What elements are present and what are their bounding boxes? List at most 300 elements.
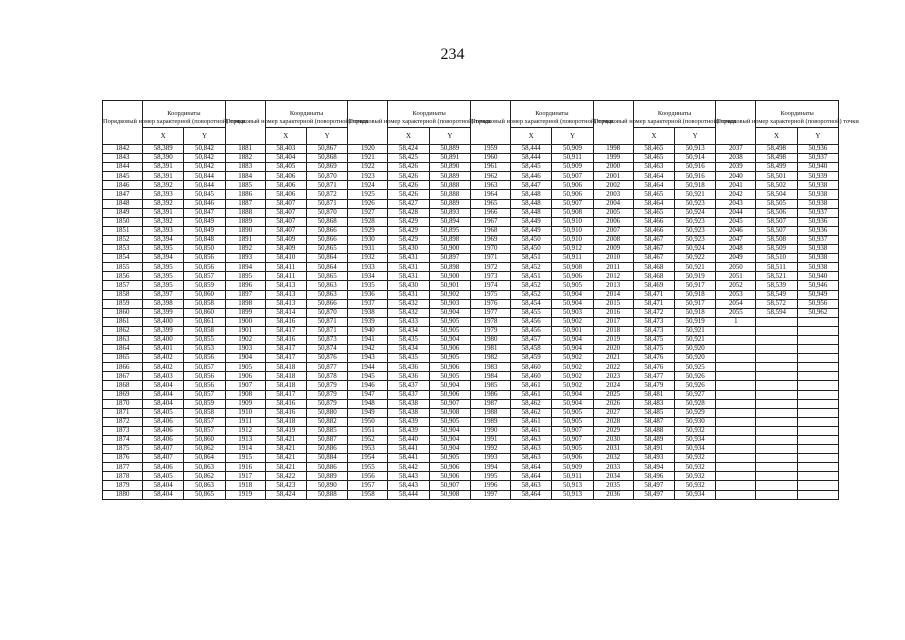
- x-coordinate-cell: 58,394: [143, 235, 184, 244]
- x-coordinate-cell: 58,463: [633, 163, 674, 172]
- x-coordinate-cell: 58,427: [388, 199, 429, 208]
- point-number-cell: 1924: [348, 181, 388, 190]
- x-coordinate-cell: 58,432: [388, 308, 429, 317]
- x-coordinate-cell: 58,431: [388, 272, 429, 281]
- point-number-cell: 1870: [103, 399, 143, 408]
- y-coordinate-cell: 50,871: [307, 199, 348, 208]
- x-coordinate-cell: 58,454: [511, 299, 552, 308]
- y-coordinate-cell: 50,877: [307, 363, 348, 372]
- x-coordinate-cell: [756, 354, 797, 363]
- x-coordinate-cell: 58,395: [143, 281, 184, 290]
- y-coordinate-cell: 50,913: [552, 481, 593, 490]
- y-coordinate-cell: 50,882: [307, 417, 348, 426]
- point-number-cell: 1943: [348, 354, 388, 363]
- y-coordinate-cell: 50,857: [184, 426, 225, 435]
- y-coordinate-cell: 50,856: [184, 381, 225, 390]
- point-number-cell: 1897: [225, 290, 265, 299]
- point-number-cell: 2008: [593, 235, 633, 244]
- x-coordinate-cell: 58,539: [756, 281, 797, 290]
- x-coordinate-cell: 58,511: [756, 263, 797, 272]
- y-coordinate-cell: 50,956: [797, 299, 838, 308]
- y-coordinate-cell: 50,863: [307, 281, 348, 290]
- y-coordinate-cell: 50,904: [552, 390, 593, 399]
- point-number-cell: [716, 463, 756, 472]
- x-coordinate-cell: 58,397: [143, 290, 184, 299]
- x-coordinate-cell: 58,444: [511, 154, 552, 163]
- y-coordinate-cell: 50,857: [184, 390, 225, 399]
- table-row: [103, 354, 839, 363]
- x-coordinate-cell: 58,465: [633, 190, 674, 199]
- y-coordinate-cell: 50,923: [675, 226, 716, 235]
- point-number-cell: [716, 436, 756, 445]
- x-coordinate-cell: 58,455: [511, 308, 552, 317]
- table-row: [103, 254, 839, 263]
- x-coordinate-cell: 58,391: [143, 208, 184, 217]
- y-coordinate-cell: 50,921: [675, 263, 716, 272]
- y-header: Y: [429, 128, 470, 145]
- point-number-cell: 2024: [593, 381, 633, 390]
- point-number-cell: 2036: [593, 490, 633, 499]
- x-coordinate-cell: 58,457: [511, 335, 552, 344]
- x-coordinate-cell: 58,572: [756, 299, 797, 308]
- point-number-cell: 2047: [716, 235, 756, 244]
- point-number-cell: 2011: [593, 263, 633, 272]
- x-coordinate-cell: 58,508: [756, 235, 797, 244]
- x-coordinate-cell: 58,461: [511, 426, 552, 435]
- y-coordinate-cell: 50,876: [307, 354, 348, 363]
- x-coordinate-cell: 58,425: [388, 154, 429, 163]
- y-coordinate-cell: 50,860: [184, 290, 225, 299]
- y-coordinate-cell: 50,934: [675, 490, 716, 499]
- x-coordinate-cell: 58,458: [511, 345, 552, 354]
- x-coordinate-cell: 58,471: [633, 290, 674, 299]
- y-coordinate-cell: 50,927: [675, 390, 716, 399]
- point-number-cell: 1880: [103, 490, 143, 499]
- point-number-cell: 1954: [348, 454, 388, 463]
- x-coordinate-cell: 58,491: [633, 445, 674, 454]
- y-coordinate-cell: 50,856: [184, 263, 225, 272]
- point-number-cell: 2015: [593, 299, 633, 308]
- y-coordinate-cell: 50,904: [429, 335, 470, 344]
- x-coordinate-cell: 58,444: [511, 145, 552, 154]
- table-row: [103, 272, 839, 281]
- point-number-header: Порядковый номер характерной (поворотной) точки: [348, 101, 388, 145]
- y-coordinate-cell: 50,913: [552, 490, 593, 499]
- y-coordinate-cell: 50,904: [429, 308, 470, 317]
- x-coordinate-cell: 58,438: [388, 399, 429, 408]
- y-coordinate-cell: [797, 408, 838, 417]
- point-number-cell: 2033: [593, 463, 633, 472]
- y-coordinate-cell: [797, 481, 838, 490]
- y-coordinate-cell: 50,916: [675, 163, 716, 172]
- y-coordinate-cell: 50,859: [184, 399, 225, 408]
- point-number-cell: 1864: [103, 345, 143, 354]
- point-number-cell: 1937: [348, 299, 388, 308]
- x-coordinate-cell: 58,468: [633, 263, 674, 272]
- x-coordinate-cell: 58,411: [265, 272, 306, 281]
- x-coordinate-cell: 58,463: [511, 481, 552, 490]
- y-coordinate-cell: 50,907: [552, 436, 593, 445]
- y-coordinate-cell: 50,886: [307, 463, 348, 472]
- table-row: [103, 399, 839, 408]
- x-coordinate-cell: 58,510: [756, 254, 797, 263]
- x-coordinate-cell: 58,475: [633, 345, 674, 354]
- y-coordinate-cell: 50,907: [552, 172, 593, 181]
- y-header: Y: [797, 128, 838, 145]
- x-coordinate-cell: [756, 417, 797, 426]
- table-row: [103, 172, 839, 181]
- x-coordinate-cell: 58,441: [388, 445, 429, 454]
- y-coordinate-cell: 50,906: [552, 454, 593, 463]
- point-number-cell: 1903: [225, 345, 265, 354]
- x-coordinate-cell: [756, 381, 797, 390]
- x-coordinate-cell: 58,424: [265, 490, 306, 499]
- y-coordinate-cell: 50,863: [307, 290, 348, 299]
- x-coordinate-cell: 58,473: [633, 317, 674, 326]
- point-number-header: Порядковый номер характерной (поворотной) точки: [471, 101, 511, 145]
- x-coordinate-cell: 58,409: [265, 235, 306, 244]
- y-coordinate-cell: 50,914: [675, 154, 716, 163]
- y-coordinate-cell: 50,904: [552, 290, 593, 299]
- point-number-cell: 1900: [225, 317, 265, 326]
- x-coordinate-cell: 58,407: [265, 208, 306, 217]
- point-number-cell: 1940: [348, 326, 388, 335]
- point-number-cell: 1935: [348, 281, 388, 290]
- point-number-cell: 1902: [225, 335, 265, 344]
- point-number-cell: 2001: [593, 172, 633, 181]
- y-coordinate-cell: 50,879: [307, 399, 348, 408]
- y-coordinate-cell: 50,871: [307, 317, 348, 326]
- x-coordinate-cell: 58,389: [143, 145, 184, 154]
- x-coordinate-cell: 58,467: [633, 254, 674, 263]
- point-number-cell: 1939: [348, 317, 388, 326]
- point-number-cell: [716, 335, 756, 344]
- y-coordinate-cell: 50,934: [675, 445, 716, 454]
- x-coordinate-cell: 58,399: [143, 326, 184, 335]
- x-coordinate-cell: 58,421: [265, 445, 306, 454]
- point-number-cell: 1949: [348, 408, 388, 417]
- point-number-cell: 2000: [593, 163, 633, 172]
- point-number-header: Порядковый номер характерной (поворотной) точки: [103, 101, 143, 145]
- x-coordinate-cell: 58,405: [143, 408, 184, 417]
- point-number-cell: 1945: [348, 372, 388, 381]
- point-number-cell: 1844: [103, 163, 143, 172]
- table-row: [103, 408, 839, 417]
- point-number-cell: [716, 481, 756, 490]
- table-row: [103, 436, 839, 445]
- point-number-cell: 1849: [103, 208, 143, 217]
- point-number-cell: 1853: [103, 245, 143, 254]
- x-coordinate-cell: 58,448: [511, 190, 552, 199]
- y-coordinate-cell: 50,858: [184, 408, 225, 417]
- x-coordinate-cell: 58,404: [143, 490, 184, 499]
- y-coordinate-cell: 50,903: [552, 308, 593, 317]
- y-coordinate-cell: 50,862: [184, 445, 225, 454]
- y-coordinate-cell: 50,908: [552, 208, 593, 217]
- y-coordinate-cell: 50,936: [797, 145, 838, 154]
- y-coordinate-cell: 50,932: [675, 472, 716, 481]
- y-coordinate-cell: [797, 426, 838, 435]
- y-coordinate-cell: 50,919: [675, 317, 716, 326]
- y-coordinate-cell: 50,897: [429, 254, 470, 263]
- x-coordinate-cell: [756, 326, 797, 335]
- point-number-cell: 1843: [103, 154, 143, 163]
- x-coordinate-cell: 58,489: [633, 436, 674, 445]
- table-row: [103, 335, 839, 344]
- point-number-cell: 2018: [593, 326, 633, 335]
- x-coordinate-cell: 58,452: [511, 290, 552, 299]
- table-row: [103, 417, 839, 426]
- x-coordinate-cell: [756, 454, 797, 463]
- y-coordinate-cell: 50,936: [797, 217, 838, 226]
- point-number-cell: 1958: [348, 490, 388, 499]
- point-number-cell: 1921: [348, 154, 388, 163]
- y-coordinate-cell: 50,870: [307, 172, 348, 181]
- point-number-cell: 2002: [593, 181, 633, 190]
- y-coordinate-cell: [797, 454, 838, 463]
- point-number-cell: 2020: [593, 345, 633, 354]
- y-coordinate-cell: [797, 354, 838, 363]
- point-number-cell: 1992: [471, 445, 511, 454]
- y-coordinate-cell: 50,932: [675, 426, 716, 435]
- y-coordinate-cell: 50,889: [429, 172, 470, 181]
- point-number-cell: [716, 417, 756, 426]
- point-number-cell: 2006: [593, 217, 633, 226]
- table-row: [103, 281, 839, 290]
- y-coordinate-cell: 50,850: [184, 245, 225, 254]
- point-number-cell: 1865: [103, 354, 143, 363]
- x-coordinate-cell: 58,464: [511, 490, 552, 499]
- point-number-cell: 1985: [471, 381, 511, 390]
- y-coordinate-cell: 50,904: [552, 299, 593, 308]
- x-coordinate-cell: 58,434: [388, 326, 429, 335]
- y-coordinate-cell: 50,938: [797, 254, 838, 263]
- x-coordinate-cell: 58,473: [633, 326, 674, 335]
- y-coordinate-cell: [797, 399, 838, 408]
- y-coordinate-cell: 50,919: [675, 272, 716, 281]
- x-coordinate-cell: 58,406: [143, 463, 184, 472]
- y-coordinate-cell: 50,866: [307, 299, 348, 308]
- y-coordinate-cell: 50,856: [184, 372, 225, 381]
- x-coordinate-cell: 58,401: [143, 345, 184, 354]
- x-coordinate-cell: 58,406: [143, 426, 184, 435]
- point-number-cell: 1: [716, 317, 756, 326]
- table-row: [103, 363, 839, 372]
- y-coordinate-cell: 50,891: [429, 154, 470, 163]
- y-coordinate-cell: 50,900: [429, 245, 470, 254]
- y-coordinate-cell: 50,911: [552, 254, 593, 263]
- point-number-cell: 1899: [225, 308, 265, 317]
- x-coordinate-cell: 58,404: [143, 381, 184, 390]
- x-coordinate-cell: 58,507: [756, 226, 797, 235]
- x-coordinate-cell: 58,452: [511, 263, 552, 272]
- x-coordinate-cell: 58,443: [388, 472, 429, 481]
- point-number-cell: 1980: [471, 335, 511, 344]
- y-coordinate-cell: 50,862: [184, 472, 225, 481]
- y-coordinate-cell: 50,922: [675, 254, 716, 263]
- y-coordinate-cell: 50,871: [307, 181, 348, 190]
- point-number-cell: [716, 472, 756, 481]
- y-coordinate-cell: 50,884: [307, 454, 348, 463]
- point-number-cell: 1953: [348, 445, 388, 454]
- x-coordinate-cell: 58,421: [265, 463, 306, 472]
- x-coordinate-cell: 58,465: [633, 208, 674, 217]
- x-coordinate-cell: 58,441: [388, 454, 429, 463]
- x-coordinate-cell: 58,435: [388, 354, 429, 363]
- x-coordinate-cell: [756, 426, 797, 435]
- point-number-cell: 1942: [348, 345, 388, 354]
- point-number-cell: 1868: [103, 381, 143, 390]
- point-number-cell: 1957: [348, 481, 388, 490]
- point-number-cell: 1905: [225, 363, 265, 372]
- x-coordinate-cell: 58,448: [511, 208, 552, 217]
- point-number-cell: 1882: [225, 154, 265, 163]
- y-coordinate-cell: 50,849: [184, 217, 225, 226]
- x-coordinate-cell: 58,442: [388, 463, 429, 472]
- point-number-cell: 1983: [471, 363, 511, 372]
- coordinates-header: Координаты: [633, 101, 716, 128]
- y-coordinate-cell: 50,905: [429, 354, 470, 363]
- point-number-cell: 1961: [471, 163, 511, 172]
- y-coordinate-cell: 50,856: [184, 354, 225, 363]
- y-coordinate-cell: [797, 445, 838, 454]
- x-coordinate-cell: 58,439: [388, 426, 429, 435]
- point-number-cell: 1886: [225, 190, 265, 199]
- y-coordinate-cell: 50,906: [429, 472, 470, 481]
- x-coordinate-cell: 58,448: [511, 199, 552, 208]
- point-number-cell: [716, 408, 756, 417]
- point-number-cell: 1922: [348, 163, 388, 172]
- x-coordinate-cell: 58,464: [633, 181, 674, 190]
- x-coordinate-cell: 58,446: [511, 172, 552, 181]
- point-number-cell: 1978: [471, 317, 511, 326]
- point-number-cell: [716, 399, 756, 408]
- point-number-cell: 2017: [593, 317, 633, 326]
- y-coordinate-cell: 50,856: [184, 254, 225, 263]
- x-coordinate-cell: 58,469: [633, 281, 674, 290]
- point-number-cell: 1925: [348, 190, 388, 199]
- x-coordinate-cell: 58,413: [265, 299, 306, 308]
- point-number-cell: 1862: [103, 326, 143, 335]
- y-coordinate-cell: [797, 372, 838, 381]
- x-coordinate-cell: 58,392: [143, 199, 184, 208]
- point-number-cell: [716, 445, 756, 454]
- x-coordinate-cell: 58,494: [633, 463, 674, 472]
- y-coordinate-cell: [797, 345, 838, 354]
- y-coordinate-cell: 50,861: [184, 317, 225, 326]
- x-coordinate-cell: 58,407: [265, 199, 306, 208]
- y-coordinate-cell: 50,860: [184, 308, 225, 317]
- table-row: [103, 481, 839, 490]
- y-coordinate-cell: 50,926: [675, 381, 716, 390]
- y-coordinate-cell: 50,911: [552, 154, 593, 163]
- y-coordinate-cell: 50,909: [552, 145, 593, 154]
- y-coordinate-cell: 50,864: [307, 263, 348, 272]
- point-number-cell: 2046: [716, 226, 756, 235]
- y-coordinate-cell: 50,889: [307, 472, 348, 481]
- x-coordinate-cell: 58,407: [265, 217, 306, 226]
- point-number-cell: 2039: [716, 163, 756, 172]
- y-coordinate-cell: 50,939: [797, 172, 838, 181]
- point-number-cell: [716, 372, 756, 381]
- y-coordinate-cell: 50,938: [797, 199, 838, 208]
- point-number-cell: 2030: [593, 436, 633, 445]
- point-number-cell: 1890: [225, 226, 265, 235]
- point-number-cell: 2045: [716, 217, 756, 226]
- point-number-cell: 1996: [471, 481, 511, 490]
- y-coordinate-cell: 50,879: [307, 381, 348, 390]
- point-number-cell: 2003: [593, 190, 633, 199]
- y-coordinate-cell: 50,904: [552, 345, 593, 354]
- y-header: Y: [307, 128, 348, 145]
- x-coordinate-cell: 58,496: [633, 472, 674, 481]
- x-coordinate-cell: 58,406: [265, 190, 306, 199]
- point-number-cell: 2016: [593, 308, 633, 317]
- point-number-cell: 1993: [471, 454, 511, 463]
- x-coordinate-cell: 58,410: [265, 254, 306, 263]
- table-row: [103, 463, 839, 472]
- point-number-cell: 1881: [225, 145, 265, 154]
- point-number-cell: 1936: [348, 290, 388, 299]
- point-number-cell: 1974: [471, 281, 511, 290]
- x-coordinate-cell: 58,417: [265, 390, 306, 399]
- table-row: [103, 299, 839, 308]
- table-row: [103, 326, 839, 335]
- y-coordinate-cell: 50,902: [429, 290, 470, 299]
- x-coordinate-cell: 58,433: [388, 317, 429, 326]
- x-coordinate-cell: 58,399: [143, 308, 184, 317]
- point-number-cell: 1962: [471, 172, 511, 181]
- y-coordinate-cell: 50,908: [429, 408, 470, 417]
- y-coordinate-cell: 50,909: [552, 463, 593, 472]
- y-coordinate-cell: 50,842: [184, 154, 225, 163]
- x-coordinate-cell: 58,404: [143, 481, 184, 490]
- point-number-cell: 1915: [225, 454, 265, 463]
- coordinates-header: Координаты: [143, 101, 226, 128]
- point-number-cell: 1892: [225, 245, 265, 254]
- y-coordinate-cell: 50,844: [184, 172, 225, 181]
- x-coordinate-cell: [756, 445, 797, 454]
- x-coordinate-cell: 58,466: [633, 217, 674, 226]
- x-coordinate-cell: 58,414: [265, 308, 306, 317]
- point-number-cell: 1965: [471, 199, 511, 208]
- y-coordinate-cell: 50,934: [675, 436, 716, 445]
- x-coordinate-cell: 58,391: [143, 172, 184, 181]
- x-coordinate-cell: [756, 345, 797, 354]
- x-coordinate-cell: 58,451: [511, 254, 552, 263]
- point-number-cell: 1955: [348, 463, 388, 472]
- y-coordinate-cell: 50,870: [307, 208, 348, 217]
- x-coordinate-cell: 58,506: [756, 208, 797, 217]
- x-coordinate-cell: [756, 463, 797, 472]
- point-number-cell: 1994: [471, 463, 511, 472]
- point-number-cell: 2044: [716, 208, 756, 217]
- y-coordinate-cell: 50,905: [429, 326, 470, 335]
- x-coordinate-cell: 58,501: [756, 172, 797, 181]
- y-coordinate-cell: 50,906: [552, 181, 593, 190]
- point-number-cell: 1946: [348, 381, 388, 390]
- x-coordinate-cell: 58,405: [143, 472, 184, 481]
- x-header: X: [756, 128, 797, 145]
- x-coordinate-cell: 58,429: [388, 235, 429, 244]
- y-coordinate-cell: 50,937: [797, 235, 838, 244]
- point-number-cell: 2042: [716, 190, 756, 199]
- point-number-cell: 1964: [471, 190, 511, 199]
- y-coordinate-cell: 50,907: [429, 481, 470, 490]
- point-number-cell: 2029: [593, 426, 633, 435]
- y-coordinate-cell: 50,904: [429, 445, 470, 454]
- x-coordinate-cell: 58,406: [265, 181, 306, 190]
